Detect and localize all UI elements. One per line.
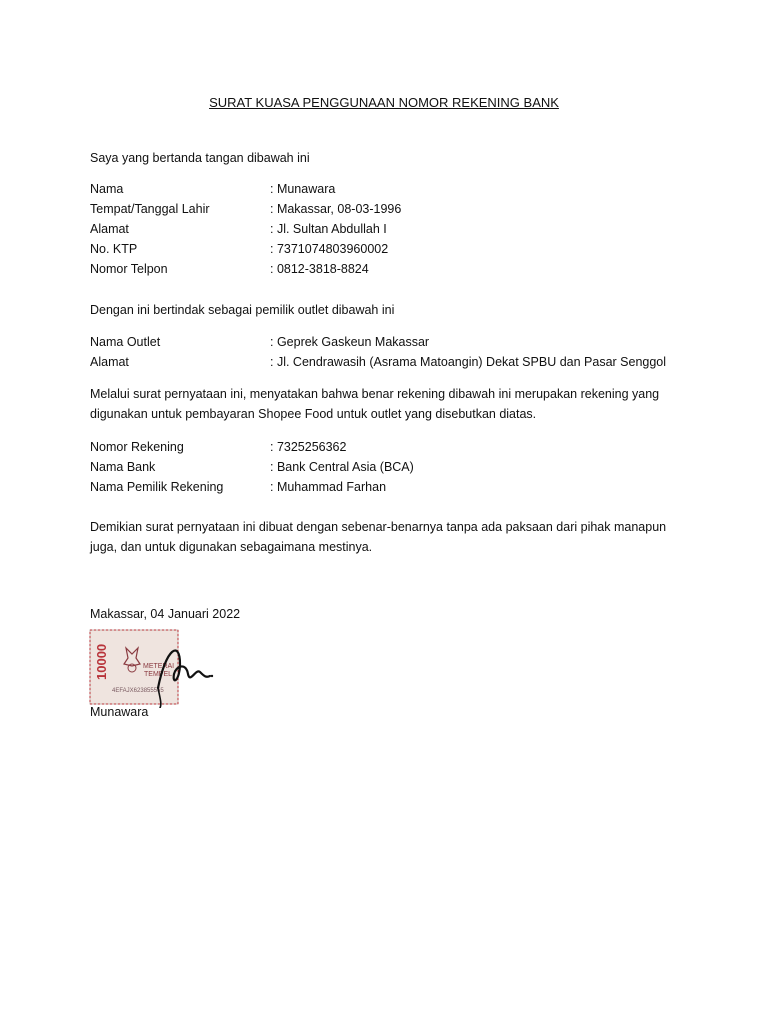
- svg-text:TEMPEL: TEMPEL: [144, 671, 173, 678]
- detail-label: Nama Outlet: [90, 335, 161, 349]
- signer-name: Munawara: [90, 705, 149, 719]
- detail-label: Alamat: [90, 355, 129, 369]
- bank-row-bank: [90, 457, 710, 477]
- outlet-row-address: [90, 352, 710, 372]
- bank-details: [90, 437, 710, 497]
- detail-value: : Geprek Gaskeun Makassar: [270, 335, 430, 349]
- detail-value: : Makassar, 08-03-1996: [270, 202, 402, 216]
- detail-value: : 0812-3818-8824: [270, 262, 369, 276]
- detail-label: Nomor Telpon: [90, 262, 168, 276]
- person-details: [90, 179, 710, 279]
- detail-row-address: [90, 219, 710, 239]
- detail-label: Nama Bank: [90, 460, 156, 474]
- stamp-and-signature: [88, 628, 218, 708]
- detail-value: : Jl. Sultan Abdullah I: [270, 222, 387, 236]
- place-date: Makassar, 04 Januari 2022: [90, 607, 241, 621]
- detail-label: Alamat: [90, 222, 129, 236]
- detail-value: : 7371074803960002: [270, 242, 389, 256]
- detail-row-name: [90, 179, 710, 199]
- bank-row-account: [90, 437, 710, 457]
- detail-row-phone: [90, 259, 710, 279]
- detail-value: : 7325256362: [270, 440, 347, 454]
- detail-row-birth: [90, 199, 710, 219]
- detail-value: : Jl. Cendrawasih (Asrama Matoangin) Dekat SPBU dan Pasar Senggol: [270, 355, 667, 369]
- detail-label: Nama: [90, 182, 124, 196]
- detail-row-ktp: [90, 239, 710, 259]
- document-title: SURAT KUASA PENGGUNAAN NOMOR REKENING BANK: [209, 95, 559, 110]
- detail-label: Nomor Rekening: [90, 440, 184, 454]
- bank-row-owner: [90, 477, 710, 497]
- detail-value: : Bank Central Asia (BCA): [270, 460, 414, 474]
- closing-text: Demikian surat pernyataan ini dibuat dengan sebenar-benarnya tanpa ada paksaan dari pihak manapun juga, dan untuk digunakan sebagaimana mestinya.: [90, 520, 667, 554]
- meterai-stamp-icon: [88, 628, 218, 708]
- intro-text: Saya yang bertanda tangan dibawah ini: [90, 151, 310, 165]
- outlet-intro-text: Dengan ini bertindak sebagai pemilik outlet dibawah ini: [90, 303, 395, 317]
- detail-label: Tempat/Tanggal Lahir: [90, 202, 210, 216]
- detail-value: : Munawara: [270, 182, 336, 196]
- svg-text:4EFAJX623855565: 4EFAJX623855565: [112, 688, 164, 694]
- svg-text:METERAI: METERAI: [143, 663, 175, 670]
- detail-label: Nama Pemilik Rekening: [90, 480, 224, 494]
- outlet-row-name: [90, 332, 710, 352]
- detail-value: : Muhammad Farhan: [270, 480, 387, 494]
- statement-text: Melalui surat pernyataan ini, menyatakan bahwa benar rekening dibawah ini merupakan rekening yang digunakan untuk pembayaran Shopee Food untuk outlet yang disebutkan diatas.: [90, 387, 660, 421]
- detail-label: No. KTP: [90, 242, 138, 256]
- svg-text:10000: 10000: [94, 643, 109, 680]
- outlet-details: [90, 332, 710, 372]
